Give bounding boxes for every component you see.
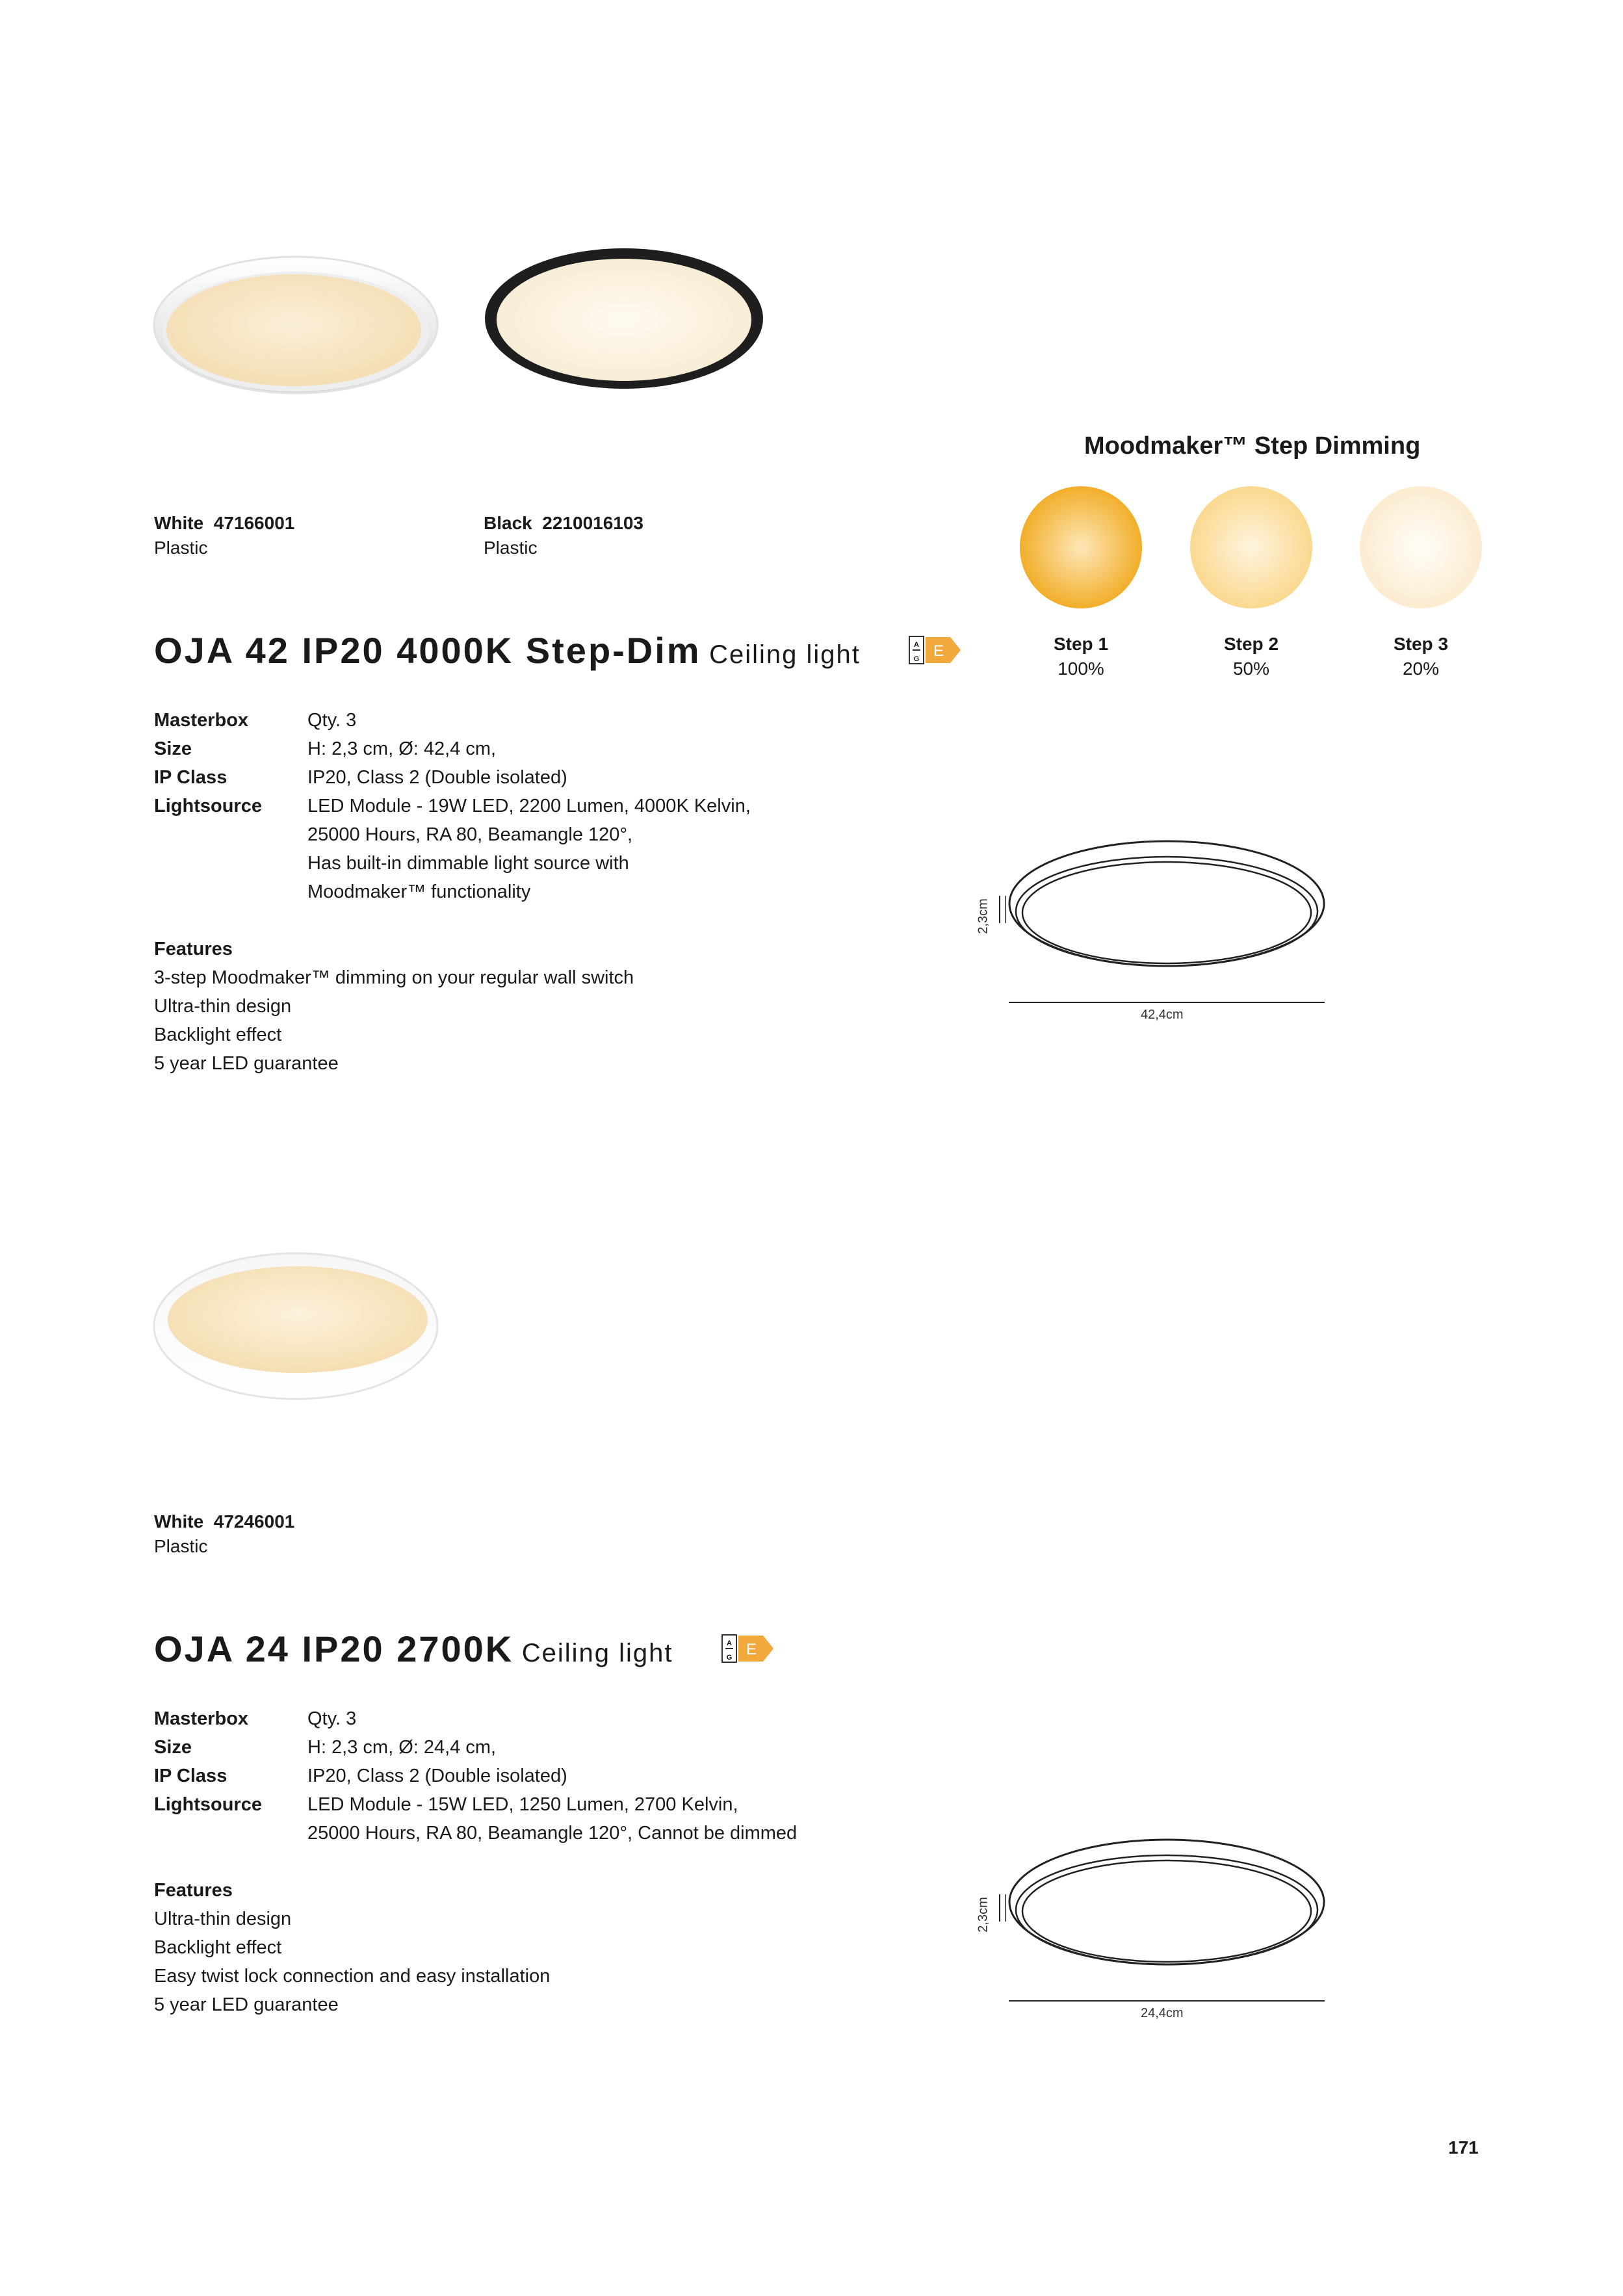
height-label: 2,3cm: [976, 1897, 991, 1933]
svg-text:A: A: [727, 1639, 732, 1647]
variant-name: Black 2210016103: [484, 513, 643, 533]
spec-value: LED Module - 15W LED, 1250 Lumen, 2700 Kelvin,: [307, 1794, 738, 1815]
svg-text:A: A: [914, 641, 919, 649]
energy-class: E: [933, 642, 944, 660]
spec-label: Masterbox: [154, 1708, 249, 1729]
feature-item: Backlight effect: [154, 1937, 282, 1958]
spec-value: 25000 Hours, RA 80, Beamangle 120°, Cannot be dimmed: [307, 1823, 798, 1844]
spec-value: LED Module - 19W LED, 2200 Lumen, 4000K Kelvin,: [307, 796, 751, 816]
step-label: Step 3: [1393, 634, 1449, 654]
spec-row-masterbox: [154, 1704, 797, 1733]
dimming-step-3: [1356, 632, 1486, 681]
spec-table: [154, 1704, 797, 1847]
spec-row-ip-class: [154, 1762, 797, 1790]
spec-row-size: [154, 1733, 797, 1762]
product-title: [154, 628, 861, 683]
feature-item: Easy twist lock connection and easy installation: [154, 1966, 551, 1987]
variant-white: [154, 1509, 294, 1559]
spec-value: Qty. 3: [307, 1708, 357, 1729]
spec-value: H: 2,3 cm, Ø: 24,4 cm,: [307, 1737, 497, 1758]
width-label: 24,4cm: [1141, 2006, 1184, 2020]
feature-item: Ultra-thin design: [154, 996, 292, 1017]
spec-value: IP20, Class 2 (Double isolated): [307, 1766, 567, 1786]
height-label: 2,3cm: [976, 898, 991, 934]
energy-class: E: [746, 1641, 757, 1658]
spec-label: Masterbox: [154, 710, 249, 731]
feature-item: Backlight effect: [154, 1024, 282, 1045]
step-label: Step 1: [1053, 634, 1109, 654]
spec-label: IP Class: [154, 767, 227, 788]
feature-item: 5 year LED guarantee: [154, 1053, 339, 1074]
spec-row-lightsource: [154, 792, 751, 906]
step-value: 20%: [1402, 659, 1440, 679]
spec-label: Lightsource: [154, 796, 262, 816]
dimming-step-1: [1016, 632, 1146, 681]
variant-white: [154, 511, 294, 560]
energy-label-icon: [909, 636, 962, 664]
spec-row-masterbox: [154, 706, 751, 735]
dimming-title: Moodmaker™ Step Dimming: [1084, 432, 1421, 460]
variant-material: Plastic: [154, 1536, 208, 1556]
spec-label: IP Class: [154, 1766, 227, 1786]
product-image-white-lamp: [149, 247, 442, 403]
product-type: Ceiling light: [709, 640, 861, 669]
features-heading: Features: [154, 939, 233, 959]
features-list: [154, 935, 634, 1078]
variant-name: White 47246001: [154, 1511, 295, 1532]
dimming-step2-circle: [1189, 485, 1314, 610]
technical-drawing: [975, 1837, 1339, 2019]
feature-item: 5 year LED guarantee: [154, 1994, 339, 2015]
variant-material: Plastic: [154, 538, 208, 558]
spec-row-size: [154, 735, 751, 763]
spec-row-lightsource: [154, 1790, 797, 1847]
features-heading: Features: [154, 1880, 233, 1901]
spec-table: [154, 706, 751, 906]
spec-label: Size: [154, 1737, 192, 1758]
spec-value: Qty. 3: [307, 710, 357, 731]
product-title: [154, 1626, 673, 1682]
svg-text:G: G: [913, 655, 920, 663]
energy-label-icon: [721, 1634, 775, 1663]
product-type: Ceiling light: [521, 1639, 673, 1667]
spec-value: 25000 Hours, RA 80, Beamangle 120°,: [307, 824, 633, 845]
dimming-step3-circle: [1358, 485, 1483, 610]
svg-text:G: G: [726, 1654, 733, 1662]
feature-item: Ultra-thin design: [154, 1909, 292, 1929]
spec-value: IP20, Class 2 (Double isolated): [307, 767, 567, 788]
dimming-step1-circle: [1019, 485, 1143, 610]
spec-label: Size: [154, 738, 192, 759]
width-label: 42,4cm: [1141, 1008, 1184, 1022]
feature-item: 3-step Moodmaker™ dimming on your regular wall switch: [154, 967, 634, 988]
variant-name: White 47166001: [154, 513, 295, 533]
spec-value: Moodmaker™ functionality: [307, 881, 531, 902]
spec-value: Has built-in dimmable light source with: [307, 853, 629, 874]
page-number: 171: [1448, 2137, 1479, 2158]
dimming-step-2: [1186, 632, 1316, 681]
product-image-black-lamp: [481, 244, 767, 400]
spec-value: H: 2,3 cm, Ø: 42,4 cm,: [307, 738, 497, 759]
product-image-white-lamp: [149, 1245, 442, 1407]
product-name: OJA 42 IP20 4000K Step-Dim: [154, 630, 701, 671]
product-name: OJA 24 IP20 2700K: [154, 1628, 514, 1669]
step-value: 50%: [1232, 659, 1270, 679]
spec-label: Lightsource: [154, 1794, 262, 1815]
features-list: [154, 1876, 550, 2019]
variant-black: [484, 511, 643, 560]
step-value: 100%: [1058, 659, 1104, 679]
step-label: Step 2: [1223, 634, 1279, 654]
variant-material: Plastic: [484, 538, 538, 558]
spec-row-ip-class: [154, 763, 751, 792]
technical-drawing: [975, 839, 1339, 1021]
